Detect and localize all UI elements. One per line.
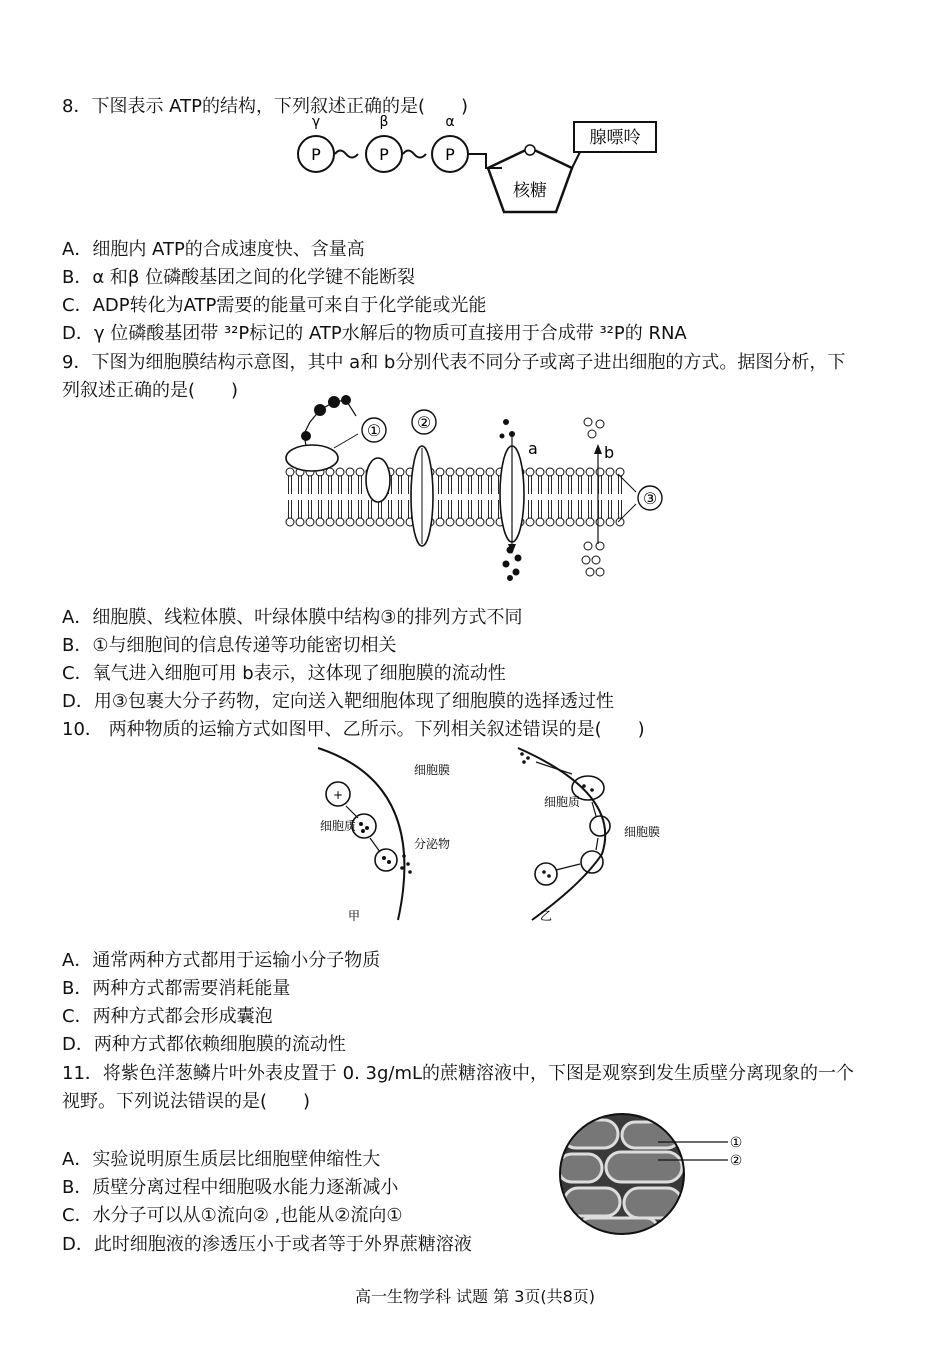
lipid-tail bbox=[579, 476, 582, 494]
lipid-tail bbox=[489, 500, 492, 518]
lipid-head bbox=[446, 468, 454, 476]
lipid-head bbox=[576, 518, 584, 526]
lipid-tail bbox=[369, 500, 372, 518]
lipid-tail bbox=[619, 476, 622, 494]
lipid-head bbox=[286, 468, 294, 476]
arrow-yi bbox=[556, 864, 580, 870]
arrow-yi bbox=[536, 762, 572, 774]
label-2: ② bbox=[729, 1153, 743, 1169]
q10-stem: 10． 两种物质的运输方式如图甲、乙所示。下列相关叙述错误的是( ) bbox=[62, 719, 645, 740]
q8-stem: 8．下图表示 ATP的结构，下列叙述正确的是( ) bbox=[62, 96, 468, 117]
lipid-head bbox=[556, 468, 564, 476]
cargo-dot bbox=[365, 826, 369, 830]
atp-structure-figure bbox=[290, 112, 662, 216]
high-energy-bond-1 bbox=[335, 151, 358, 158]
q11-option-c: C．水分子可以从①流向② ,也能从②流向① bbox=[62, 1205, 403, 1226]
cargo-dot bbox=[590, 788, 594, 792]
cargo-dot bbox=[361, 829, 365, 833]
cargo-dot bbox=[522, 760, 526, 764]
q10-option-b: B．两种方式都需要消耗能量 bbox=[62, 978, 291, 999]
lipid-tail bbox=[599, 500, 602, 518]
lipid-tail bbox=[479, 476, 482, 494]
lipid-head bbox=[466, 518, 474, 526]
cell bbox=[562, 1120, 618, 1148]
alpha-label: α bbox=[445, 114, 455, 130]
molecule-dot bbox=[513, 569, 520, 576]
lipid-tail bbox=[459, 500, 462, 518]
lipid-head bbox=[336, 468, 344, 476]
lipid-tail bbox=[399, 476, 402, 494]
molecule-dot bbox=[509, 431, 515, 437]
lipid-tail bbox=[439, 500, 442, 518]
fusing-vesicle bbox=[375, 849, 397, 871]
cell bbox=[558, 1154, 602, 1182]
lipid-tail bbox=[609, 500, 612, 518]
lipid-tail bbox=[559, 476, 562, 494]
lipid-tail bbox=[529, 500, 532, 518]
q9-option-d: D．用③包裹大分子药物，定向送入靶细胞体现了细胞膜的选择透过性 bbox=[62, 691, 614, 712]
molecule-dot bbox=[503, 419, 509, 425]
sugar-unit bbox=[301, 431, 311, 441]
lipid-tail bbox=[359, 476, 362, 494]
lipid-head bbox=[576, 468, 584, 476]
lipid-head bbox=[616, 468, 624, 476]
lipid-head bbox=[596, 468, 604, 476]
molecule-dot bbox=[507, 547, 514, 554]
released-dot bbox=[408, 870, 412, 874]
released-dot bbox=[400, 866, 404, 870]
lipid-head bbox=[396, 518, 404, 526]
molecule-dot bbox=[503, 561, 510, 568]
vesicle-yi bbox=[535, 863, 557, 885]
membrane-label-jia-1: 细胞膜 bbox=[414, 763, 451, 777]
p-alpha-text: P bbox=[445, 145, 455, 164]
cargo-dot bbox=[520, 752, 524, 756]
lipid-head bbox=[366, 518, 374, 526]
sugar-chain bbox=[304, 400, 356, 446]
lipid-tail bbox=[469, 476, 472, 494]
lipid-tail bbox=[579, 500, 582, 518]
label-3: ③ bbox=[642, 489, 658, 508]
lipid-head bbox=[486, 518, 494, 526]
vesicle-yi bbox=[590, 816, 610, 836]
lipid-tail bbox=[299, 500, 302, 518]
lipid-head bbox=[346, 468, 354, 476]
vesicle-yi bbox=[581, 851, 603, 873]
lipid-tail bbox=[399, 500, 402, 518]
lipid-head bbox=[326, 518, 334, 526]
label-3-pointer bbox=[618, 504, 636, 522]
lipid-head bbox=[476, 468, 484, 476]
sugar-unit bbox=[328, 396, 340, 408]
lipid-tail bbox=[319, 500, 322, 518]
arrow-b-head bbox=[594, 444, 602, 454]
lipid-tail bbox=[599, 476, 602, 494]
lipid-tail bbox=[469, 500, 472, 518]
lipid-head bbox=[596, 518, 604, 526]
small-molecule bbox=[584, 418, 592, 426]
lipid-head bbox=[436, 468, 444, 476]
lipid-head bbox=[396, 468, 404, 476]
lipid-tail bbox=[549, 500, 552, 518]
phosphate-ribose-bond bbox=[468, 154, 502, 168]
label-3-pointer bbox=[618, 474, 636, 492]
lipid-tail bbox=[289, 476, 292, 494]
lipid-tail bbox=[489, 476, 492, 494]
q10-option-a: A．通常两种方式都用于运输小分子物质 bbox=[62, 950, 381, 971]
lipid-tail bbox=[569, 476, 572, 494]
page-footer: 高一生物学科 试题 第 3页(共8页) bbox=[354, 1287, 596, 1306]
small-molecule bbox=[588, 430, 596, 438]
lipid-tail bbox=[359, 500, 362, 518]
lipid-head bbox=[546, 518, 554, 526]
lipid-head bbox=[606, 468, 614, 476]
q11-stem-line1: 11．将紫色洋葱鳞片叶外表皮置于 0. 3g/mL的蔗糖溶液中，下图是观察到发生质壁分离现象的一个 bbox=[62, 1063, 855, 1084]
label-a: a bbox=[528, 439, 538, 458]
lipid-head bbox=[356, 518, 364, 526]
small-molecule bbox=[596, 568, 604, 576]
lipid-head bbox=[456, 518, 464, 526]
lipid-head bbox=[296, 518, 304, 526]
lipid-tail bbox=[459, 476, 462, 494]
q11-option-b: B．质壁分离过程中细胞吸水能力逐渐减小 bbox=[62, 1177, 399, 1198]
endocytosis-figure-yi bbox=[512, 744, 662, 922]
lipid-tail bbox=[329, 500, 332, 518]
q8-option-c: C．ADP转化为ATP需要的能量可来自于化学能或光能 bbox=[62, 295, 487, 316]
lipid-tail bbox=[559, 500, 562, 518]
small-molecule bbox=[592, 556, 600, 564]
cell bbox=[624, 1188, 682, 1218]
cargo-dot bbox=[542, 870, 546, 874]
lipid-tail bbox=[539, 476, 542, 494]
molecule-dot bbox=[515, 555, 522, 562]
lipid-tail bbox=[569, 500, 572, 518]
q10-option-c: C．两种方式都会形成囊泡 bbox=[62, 1006, 273, 1027]
lipid-tail bbox=[439, 476, 442, 494]
lipid-tail bbox=[349, 500, 352, 518]
ring-oxygen bbox=[525, 145, 535, 155]
high-energy-bond-2 bbox=[403, 151, 426, 158]
label-1-pointer bbox=[334, 434, 358, 448]
small-molecule bbox=[584, 542, 592, 550]
lipid-tail bbox=[319, 476, 322, 494]
arrow-yi bbox=[596, 838, 598, 850]
lipid-head bbox=[356, 468, 364, 476]
q9-option-b: B．①与细胞间的信息传递等功能密切相关 bbox=[62, 635, 397, 656]
membrane-label-yi: 细胞膜 bbox=[624, 825, 661, 839]
lipid-head bbox=[286, 518, 294, 526]
lipid-tail bbox=[589, 476, 592, 494]
small-molecule bbox=[586, 568, 594, 576]
lipid-tail bbox=[289, 500, 292, 518]
lipid-head bbox=[536, 518, 544, 526]
lipid-head bbox=[526, 518, 534, 526]
figure-yi-label: 乙 bbox=[540, 909, 553, 922]
cell bbox=[606, 1152, 682, 1182]
released-dot bbox=[402, 854, 406, 858]
lipid-tail bbox=[609, 476, 612, 494]
lipid-head bbox=[486, 468, 494, 476]
lipid-tail bbox=[449, 500, 452, 518]
small-molecule bbox=[596, 542, 604, 550]
lipid-tail bbox=[309, 476, 312, 494]
lipid-head bbox=[376, 518, 384, 526]
small-molecule bbox=[582, 556, 590, 564]
cargo-dot bbox=[387, 860, 391, 864]
cell-membrane-yi bbox=[518, 748, 605, 920]
q10-option-d: D．两种方式都依赖细胞膜的流动性 bbox=[62, 1034, 346, 1055]
lipid-head bbox=[606, 518, 614, 526]
cargo-dot bbox=[359, 822, 363, 826]
ribose-pentagon bbox=[488, 148, 572, 212]
lipid-tail bbox=[529, 476, 532, 494]
vesicle-cargo: + bbox=[332, 788, 344, 802]
cargo-dot bbox=[547, 874, 551, 878]
lipid-tail bbox=[479, 500, 482, 518]
plasmolysis-figure bbox=[558, 1112, 748, 1236]
lipid-tail bbox=[449, 476, 452, 494]
ribose-label: 核糖 bbox=[513, 181, 547, 201]
lipid-head bbox=[556, 518, 564, 526]
cell bbox=[622, 1122, 680, 1148]
lipid-head bbox=[526, 468, 534, 476]
glycoprotein-body bbox=[286, 445, 338, 471]
lipid-head bbox=[386, 518, 394, 526]
label-1: ① bbox=[366, 421, 382, 440]
cell-membrane-jia bbox=[318, 748, 404, 920]
lipid-tail bbox=[619, 500, 622, 518]
cytoplasm-label-yi: 细胞质 bbox=[544, 795, 581, 809]
lipid-tail bbox=[539, 500, 542, 518]
lipid-head bbox=[616, 518, 624, 526]
lipid-tail bbox=[339, 476, 342, 494]
q11-option-d: D．此时细胞液的渗透压小于或者等于外界蔗糖溶液 bbox=[62, 1234, 472, 1255]
lipid-head bbox=[546, 468, 554, 476]
q11-stem-line2: 视野。下列说法错误的是( ) bbox=[62, 1091, 311, 1112]
lipid-head bbox=[586, 468, 594, 476]
lipid-head bbox=[346, 518, 354, 526]
lipid-tail bbox=[589, 500, 592, 518]
label-b: b bbox=[604, 443, 615, 462]
q11-option-a: A．实验说明原生质层比细胞壁伸缩性大 bbox=[62, 1149, 381, 1170]
sugar-unit bbox=[341, 395, 351, 405]
lipid-tail bbox=[389, 500, 392, 518]
embedded-protein bbox=[366, 458, 390, 502]
cargo-dot bbox=[382, 856, 386, 860]
p-gamma-text: P bbox=[311, 145, 321, 164]
q9-stem-line1: 9．下图为细胞膜结构示意图，其中 a和 b分别代表不同分子或离子进出细胞的方式。据图分析，下 bbox=[62, 352, 846, 373]
lipid-head bbox=[336, 518, 344, 526]
label-2: ② bbox=[416, 413, 432, 432]
lipid-head bbox=[306, 518, 314, 526]
secretion-label-jia: 分泌物 bbox=[414, 837, 451, 851]
q8-option-a: A．细胞内 ATP的合成速度快、含量高 bbox=[62, 239, 365, 260]
lipid-head bbox=[446, 518, 454, 526]
phospholipid-bilayer bbox=[286, 468, 624, 526]
small-molecule bbox=[596, 420, 604, 428]
lipid-head bbox=[476, 518, 484, 526]
cytoplasm-label-jia: 细胞质 bbox=[320, 819, 357, 833]
lipid-tail bbox=[309, 500, 312, 518]
lipid-tail bbox=[549, 476, 552, 494]
q8-option-b: B．α 和β 位磷酸基团之间的化学键不能断裂 bbox=[62, 267, 416, 288]
ribose-adenine-bond bbox=[572, 152, 580, 168]
lipid-head bbox=[466, 468, 474, 476]
q8-option-d: D．γ 位磷酸基团带 ³²P标记的 ATP水解后的物质可直接用于合成带 ³²P的 RNA bbox=[62, 323, 687, 344]
cell bbox=[564, 1188, 620, 1216]
exocytosis-figure-jia bbox=[308, 744, 458, 922]
molecule-dot bbox=[507, 575, 513, 581]
lipid-tail bbox=[349, 476, 352, 494]
lipid-head bbox=[586, 518, 594, 526]
lipid-head bbox=[456, 468, 464, 476]
lipid-head bbox=[566, 518, 574, 526]
lipid-head bbox=[316, 518, 324, 526]
p-beta-text: P bbox=[379, 145, 389, 164]
sugar-unit bbox=[314, 404, 326, 416]
gamma-label: γ bbox=[311, 114, 321, 130]
lipid-tail bbox=[339, 500, 342, 518]
q9-option-a: A．细胞膜、线粒体膜、叶绿体膜中结构③的排列方式不同 bbox=[62, 607, 523, 628]
membrane-structure-figure bbox=[282, 394, 672, 586]
lipid-tail bbox=[329, 476, 332, 494]
figure-jia-label: 甲 bbox=[348, 909, 361, 922]
lipid-head bbox=[536, 468, 544, 476]
adenine-label: 腺嘌呤 bbox=[589, 128, 641, 148]
q9-option-c: C．氧气进入细胞可用 b表示，这体现了细胞膜的流动性 bbox=[62, 663, 506, 684]
cargo-dot bbox=[582, 784, 586, 788]
q9-stem-line2: 列叙述正确的是( ) bbox=[62, 380, 239, 401]
lipid-tail bbox=[299, 476, 302, 494]
molecule-dot bbox=[500, 434, 505, 439]
cargo-dot bbox=[526, 756, 530, 760]
released-dot bbox=[406, 862, 410, 866]
beta-label: β bbox=[379, 114, 389, 130]
lipid-head bbox=[436, 518, 444, 526]
lipid-head bbox=[566, 468, 574, 476]
arrow-jia bbox=[370, 838, 380, 852]
label-1: ① bbox=[729, 1135, 743, 1151]
